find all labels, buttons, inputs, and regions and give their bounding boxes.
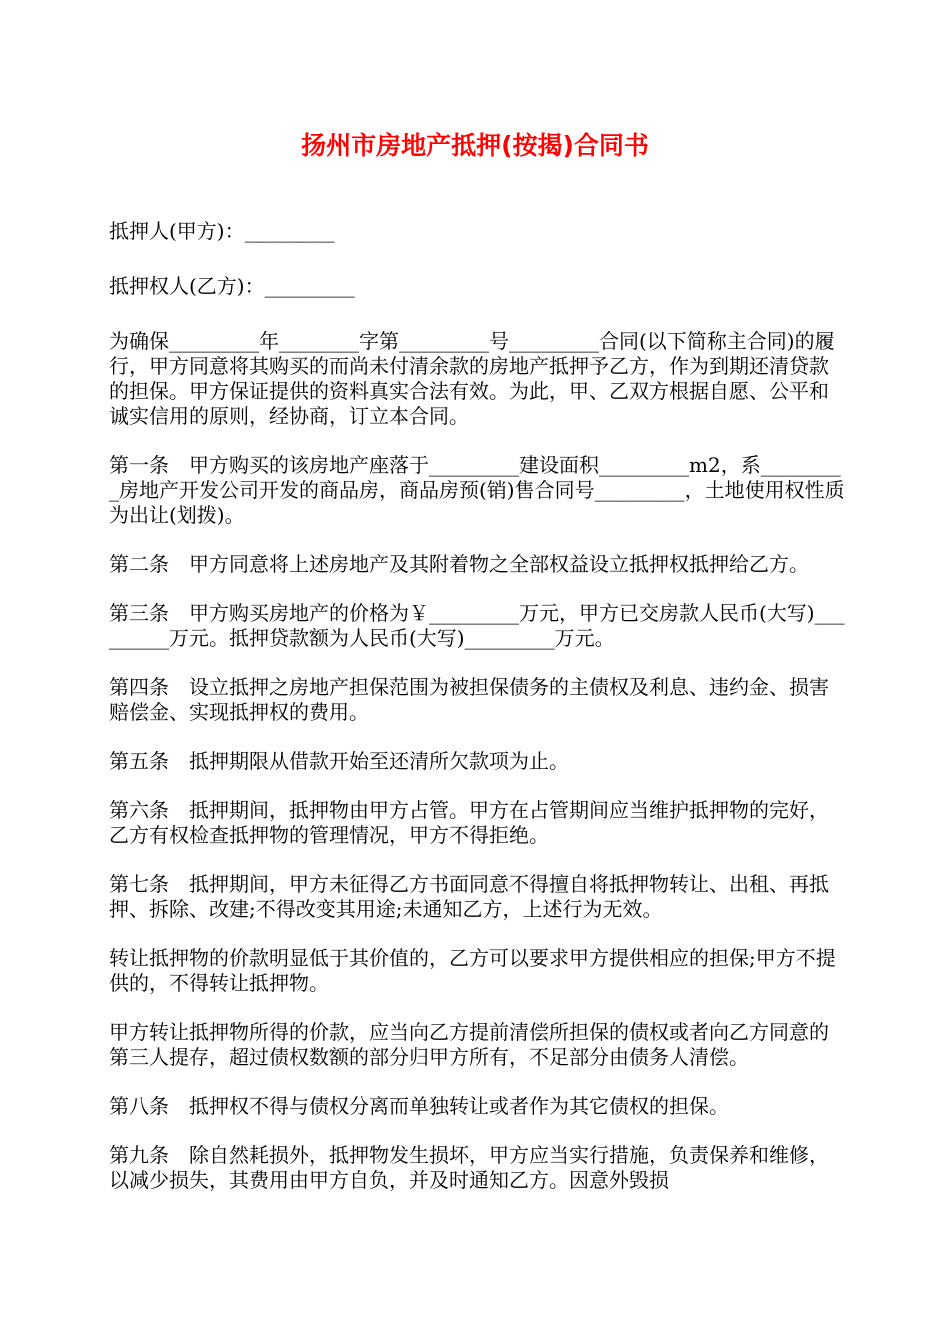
- article-7-paragraph-2: 转让抵押物的价款明显低于其价值的，乙方可以要求甲方提供相应的担保;甲方不提供的，不得转让抵押物。: [109, 946, 836, 995]
- document-body: [109, 219, 845, 1217]
- preamble-paragraph: 为确保_________年________字第_________号_________合同(以下简称主合同)的履行，甲方同意将其购买的而尚未付清余款的房地产抵押予乙方，作为到期还清贷款的担保。甲方保证提供的资料真实合法有效。为此，甲、乙双方根据自愿、公平和诚实信用的原则，经协商，订立本合同。: [109, 329, 835, 428]
- article-4: 第四条 设立抵押之房地产担保范围为被担保债务的主债权及利息、违约金、损害赔偿金、实现抵押权的费用。: [109, 675, 829, 724]
- article-2: 第二条 甲方同意将上述房地产及其附着物之全部权益设立抵押权抵押给乙方。: [109, 552, 809, 576]
- party-a-line: 抵押人(甲方)：_________: [109, 219, 335, 243]
- article-3: 第三条 甲方购买房地产的价格为￥_________万元，甲方已交房款人民币(大写)_________万元。抵押贷款额为人民币(大写)_________万元。: [109, 601, 845, 650]
- article-6: 第六条 抵押期间，抵押物由甲方占管。甲方在占管期间应当维护抵押物的完好，乙方有权检查抵押物的管理情况，甲方不得拒绝。: [109, 798, 829, 847]
- party-b-line: 抵押权人(乙方)：_________: [109, 274, 355, 298]
- document-title: 扬州市房地产抵押(按揭)合同书: [301, 131, 649, 160]
- article-5: 第五条 抵押期限从借款开始至还清所欠款项为止。: [109, 749, 569, 773]
- article-8: 第八条 抵押权不得与债权分离而单独转让或者作为其它债权的担保。: [109, 1094, 729, 1118]
- article-7: 第七条 抵押期间，甲方未征得乙方书面同意不得擅自将抵押物转让、出租、再抵押、拆除、改建;不得改变其用途;未通知乙方，上述行为无效。: [109, 872, 829, 921]
- article-1: 第一条 甲方购买的该房地产座落于_________建设面积_________m2，系_________房地产开发公司开发的商品房，商品房预(销)售合同号_________，土地使用权性质为出让(划拨)。: [109, 453, 845, 527]
- article-7-paragraph-3: 甲方转让抵押物所得的价款，应当向乙方提前清偿所担保的债权或者向乙方同意的第三人提存，超过债权数额的部分归甲方所有，不足部分由债务人清偿。: [109, 1020, 829, 1069]
- article-9: 第九条 除自然耗损外，抵押物发生损坏，甲方应当实行措施，负责保养和维修，以减少损失，其费用由甲方自负，并及时通知乙方。因意外毁损: [109, 1143, 829, 1192]
